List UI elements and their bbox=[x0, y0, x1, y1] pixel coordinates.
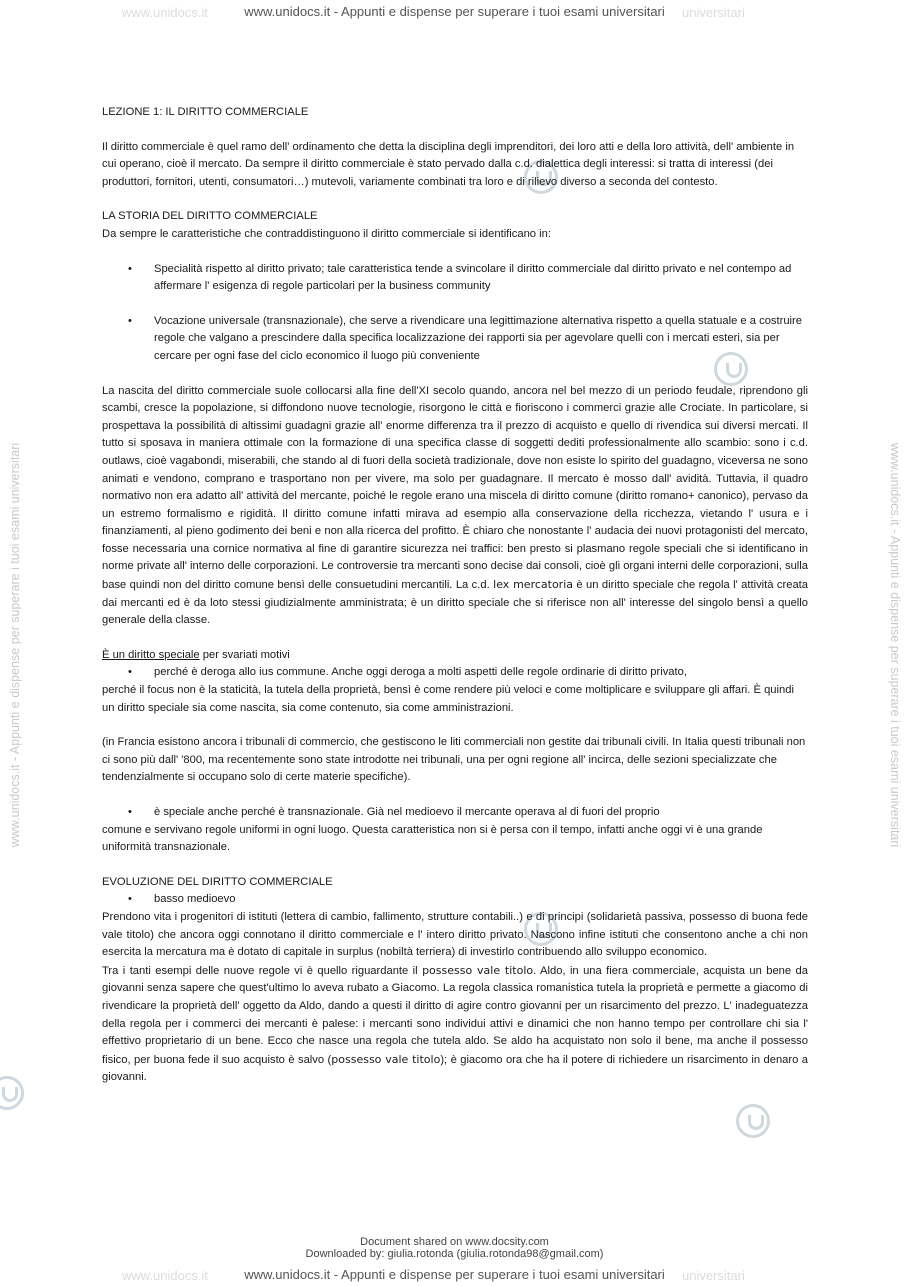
unidocs-logo-icon bbox=[0, 1076, 24, 1110]
special-law-heading: È un diritto speciale per svariati motivi bbox=[102, 648, 290, 661]
list-item: • è speciale anche perché è transnazionale. Già nel medioevo il mercante operava al di fuori del proprio bbox=[102, 804, 808, 822]
ghost-watermark-right-bottom: universitari bbox=[682, 1268, 745, 1283]
possesso-term: possesso vale titolo bbox=[422, 963, 534, 977]
bullet-icon: • bbox=[128, 262, 132, 275]
ghost-watermark-left: www.unidocs.it bbox=[122, 5, 208, 20]
evolution-title: EVOLUZIONE DEL DIRITTO COMMERCIALE bbox=[102, 875, 333, 888]
lex-mercatoria-term: lex mercatoria bbox=[493, 578, 573, 592]
transnational-continuation: comune e servivano regole uniformi in ogni luogo. Questa caratteristica non si è persa con il tempo, infatti anche oggi vi è una grande uniformità transnazionale. bbox=[102, 823, 763, 854]
france-note: (in Francia esistono ancora i tribunali di commercio, che gestiscono le liti commerciali non gestite dai tribunali civili. In Italia questi tribunali non ci sono più dall' '800, ma recentemente sono state introdotte nei tribunali, una per ogni regione all' incirca, delle sezioni specializzate che tendenzialmente si occupano solo di certe materie specifiche). bbox=[102, 736, 806, 784]
header-watermark: www.unidocs.it - Appunti e dispense per superare i tuoi esami universitari bbox=[244, 4, 665, 19]
bullet-icon: • bbox=[128, 314, 132, 327]
lesson-title: LEZIONE 1: IL DIRITTO COMMERCIALE bbox=[102, 106, 309, 118]
possesso-term: possesso vale titolo bbox=[331, 1052, 441, 1066]
document-body bbox=[102, 104, 808, 1087]
history-title: LA STORIA DEL DIRITTO COMMERCIALE bbox=[102, 210, 318, 223]
right-side-watermark: www.unidocs.it - Appunti e dispense per superare i tuoi esami universitari bbox=[888, 442, 902, 848]
history-intro: Da sempre le caratteristiche che contraddistinguono il diritto commerciale si identificano in: bbox=[102, 227, 551, 240]
ghost-watermark-left-bottom: www.unidocs.it bbox=[122, 1268, 208, 1283]
left-side-watermark: www.unidocs.it - Appunti e dispense per superare i tuoi esami universitari bbox=[8, 442, 22, 848]
footer-watermark: www.unidocs.it - Appunti e dispense per superare i tuoi esami universitari bbox=[244, 1267, 665, 1282]
bullet-icon: • bbox=[128, 806, 132, 818]
list-item: • perché è deroga allo ius commune. Anche oggi deroga a molti aspetti delle regole ordinarie di diritto privato, bbox=[102, 664, 808, 682]
list-item: • basso medioevo bbox=[102, 891, 808, 909]
ghost-watermark-right: universitari bbox=[682, 5, 745, 20]
download-footer bbox=[0, 1236, 909, 1260]
unidocs-logo-icon bbox=[736, 1104, 770, 1138]
bullet-icon: • bbox=[128, 666, 132, 679]
bullet-icon: • bbox=[128, 893, 132, 906]
special-law-continuation: perché il focus non è la staticità, la tutela della proprietà, bensì è come rendere più veloci e come moltiplicare e sviluppare gli affari. È quindi un diritto speciale sia come nascita, sia come contenuto, sia come amministrazioni. bbox=[102, 684, 794, 714]
list-item: • Vocazione universale (transnazionale), che serve a rivendicare una legittimazione alternativa rispetto a quella statuale e a costruire regole che valgano a prescindere dalla specifica localizzazione dei rapporti sia per agevolare quelli con i mercati esteri, sia per cercare per ogni fase del ciclo economico il luogo più conveniente bbox=[128, 314, 802, 362]
evolution-paragraph-1: Prendono vita i progenitori di istituti (lettera di cambio, fallimento, strutture contabili..) e di principi (solidarietà passiva, possesso di buona fede vale titolo) che ancora oggi connotano il diritto commerciale e l' intero diritto privato. Nascono infine istituti che consentono anche a chi non esercita la mercatura ma è dotato di capitale in surplus (nobiltà terriera) di investirlo contribuendo allo sviluppo economico. bbox=[102, 910, 808, 959]
downloaded-line: Downloaded by: giulia.rotonda (giulia.rotonda98@gmail.com) bbox=[305, 1248, 604, 1260]
intro-paragraph: Il diritto commerciale è quel ramo dell' ordinamento che detta la disciplina degli imprenditori, dei loro atti e della loro attività, dell' ambiente in cui operano, cioè il mercato. Da sempre il diritto commerciale è stato pervado dalla c.d. dialettica degli interessi: si tratta di interessi (dei produttori, fornitori, utenti, consumatori…) mutevoli, variamente combinati tra loro e di rilievo diverso a seconda del contesto. bbox=[102, 140, 795, 188]
shared-line: Document shared on www.docsity.com bbox=[360, 1236, 549, 1248]
list-item: • Specialità rispetto al diritto privato; tale caratteristica tende a svincolare il diritto commerciale dal diritto privato e nel contempo ad affermare l' esigenza di regole particolari per la business community bbox=[128, 262, 792, 293]
origin-paragraph: La nascita del diritto commerciale suole collocarsi alla fine dell'XI secolo quando, ancora nel bel mezzo di un periodo feudale, riprendono gli scambi, cresce la popolazione, si diffondono nuove tecnologie, risorgono le città e fioriscono i commerci grazie alle Crociate. In particolare, si prospettava la possibilità di altissimi guadagni grazie all' enorme differenza tra il prezzo di acquisto e quello di rivendica sui diversi mercati. Il tutto si sposava in maniera ottimale con la formazione di una specifica classe di soggetti dediti professionalmente allo scambio: sono i c.d. outlaws, cioè vagabondi, miserabili, che stando al di fuori della società tradizionale, dove non esiste lo spirito del guadagno, viceversa ne sono animati e vendono, comprano e trasportano non per vivere, ma solo per guadagnare. Il mercato è mosso dall' avidità. Tuttavia, il quadro normativo non era adatto all' attività del mercante, poiché le regole erano una miscela di diritto comune (diritto romano+ canonico), pervaso da un estremo formalismo e rigidità. Il diritto comune infatti mirava ad esempio alla conservazione della ricchezza, vietando l' usura e i finanziamenti, al pieno godimento dei beni e non alla ricerca del profitto. È chiaro che nonostante l' audacia dei nuovi protagonisti del mercato, fosse necessaria una cornice normativa al fine di garantire sicurezza nei traffici: ben presto si plasmano regole speciali che si identificano in norme private all' interno delle corporazioni. Le controversie tra mercanti sono decise dai consoli, cioè gli organi interni delle corporazioni, sulla base quindi non del diritto comune bensì delle consuetudini mercantili. La c.d. lex mercatoria è un diritto speciale che regola l' attività creata dai mercanti ed è da loto stessi giudizialmente amministrata; è un diritto speciale che si riferisce non all' interesse del singolo bensì a quello generale della classe. bbox=[102, 384, 808, 627]
evolution-paragraph-2: Tra i tanti esempi delle nuove regole vi è quello riguardante il possesso vale titolo. Aldo, in una fiera commerciale, acquista un bene da giovanni senza sapere che quest'ultimo lo aveva rubato a Giacomo. La regola classica romanistica tutela la proprietà e permette a giacomo di rivendicare la proprietà dell' oggetto da Aldo, dando a questi il diritto di agire contro giovanni per un risarcimento del prezzo. L' inadeguatezza della regola per i commerci dei mercanti è palese: i mercanti sono individui attivi e dinamici che non hanno tempo per controllare chi sia l' effettivo proprietario di un bene. Ecco che nasce una regola che tutela aldo. Se aldo ha acquistato non solo il bene, ma anche il possesso fisico, per buona fede il suo acquisto è salvo (possesso vale titolo); è giacomo ora che ha il potere di richiedere un risarcimento in denaro a giovanni. bbox=[102, 963, 808, 1084]
